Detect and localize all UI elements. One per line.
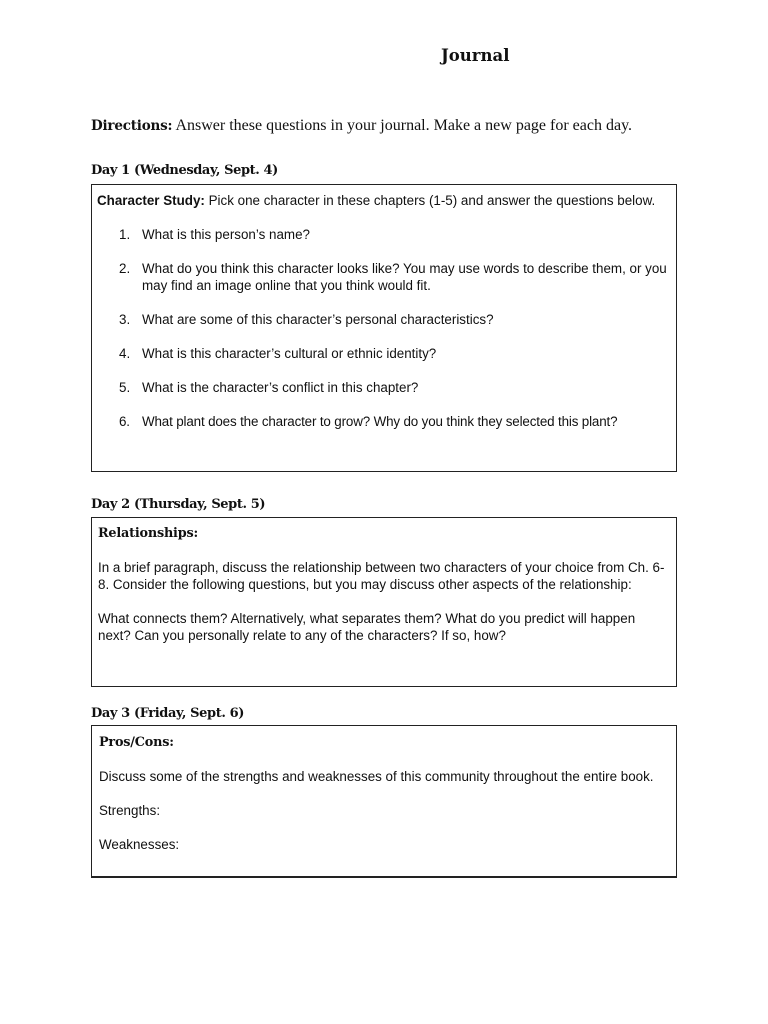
day2-label: Relationships: (98, 526, 198, 541)
day3-paragraph: Discuss some of the strengths and weaknesses of this community throughout the entire book. (99, 769, 654, 784)
day2-paragraph-2: What connects them? Alternatively, what separates them? What do you predict will happen next? Can you personally relate to any of the characters? If so, how? (98, 611, 636, 643)
question-text: What plant does the character to grow? Why do you think they selected this plant? (142, 414, 618, 429)
day3-strengths: Strengths: (99, 803, 161, 818)
spacer (98, 542, 668, 559)
day3-heading: Day 3 (Friday, Sept. 6) (91, 706, 244, 721)
day1-question-5 (97, 379, 668, 396)
day1-box (91, 184, 677, 472)
question-number: 1. (119, 227, 131, 242)
day3-box (91, 725, 677, 878)
spacer (99, 819, 668, 836)
question-text: What is the character’s conflict in this chapter? (142, 380, 419, 395)
question-text: What do you think this character looks like? You may use words to describe them, or you may find an image online that you think would fit. (142, 261, 667, 293)
day1-question-3 (97, 311, 668, 328)
day1-intro-text: Pick one character in these chapters (1-5) and answer the questions below. (204, 193, 656, 208)
question-number: 6. (119, 414, 130, 429)
day3-label: Pros/Cons: (99, 735, 174, 750)
directions (91, 117, 632, 135)
question-number: 2. (119, 261, 131, 276)
day1-question-2 (97, 260, 668, 294)
day1-heading: Day 1 (Wednesday, Sept. 4) (91, 163, 278, 178)
day2-box (91, 517, 677, 687)
directions-text: Answer these questions in your journal. Make a new page for each day. (172, 117, 633, 134)
day1-question-4 (97, 345, 668, 362)
question-number: 3. (119, 312, 131, 327)
spacer (99, 751, 668, 768)
question-number: 5. (119, 380, 131, 395)
day1-question-list (97, 226, 668, 430)
question-text: What is this person’s name? (142, 227, 310, 242)
day1-question-6 (97, 413, 668, 430)
day3-weaknesses: Weaknesses: (99, 837, 180, 852)
day1-question-1 (97, 226, 668, 243)
question-number: 4. (119, 346, 131, 361)
day1-intro (97, 192, 668, 209)
spacer (98, 593, 668, 610)
directions-label: Directions: (91, 118, 173, 134)
day2-heading: Day 2 (Thursday, Sept. 5) (91, 497, 266, 512)
question-text: What is this character’s cultural or ethnic identity? (142, 346, 437, 361)
day1-label: Character Study: (97, 193, 205, 208)
day2-paragraph-1: In a brief paragraph, discuss the relationship between two characters of your choice from Ch. 6-8. Consider the following questions, but you may discuss other aspects of the relationship: (98, 560, 665, 592)
spacer (99, 785, 668, 802)
page-title: Journal (441, 46, 510, 65)
question-text: What are some of this character’s personal characteristics? (142, 312, 494, 327)
